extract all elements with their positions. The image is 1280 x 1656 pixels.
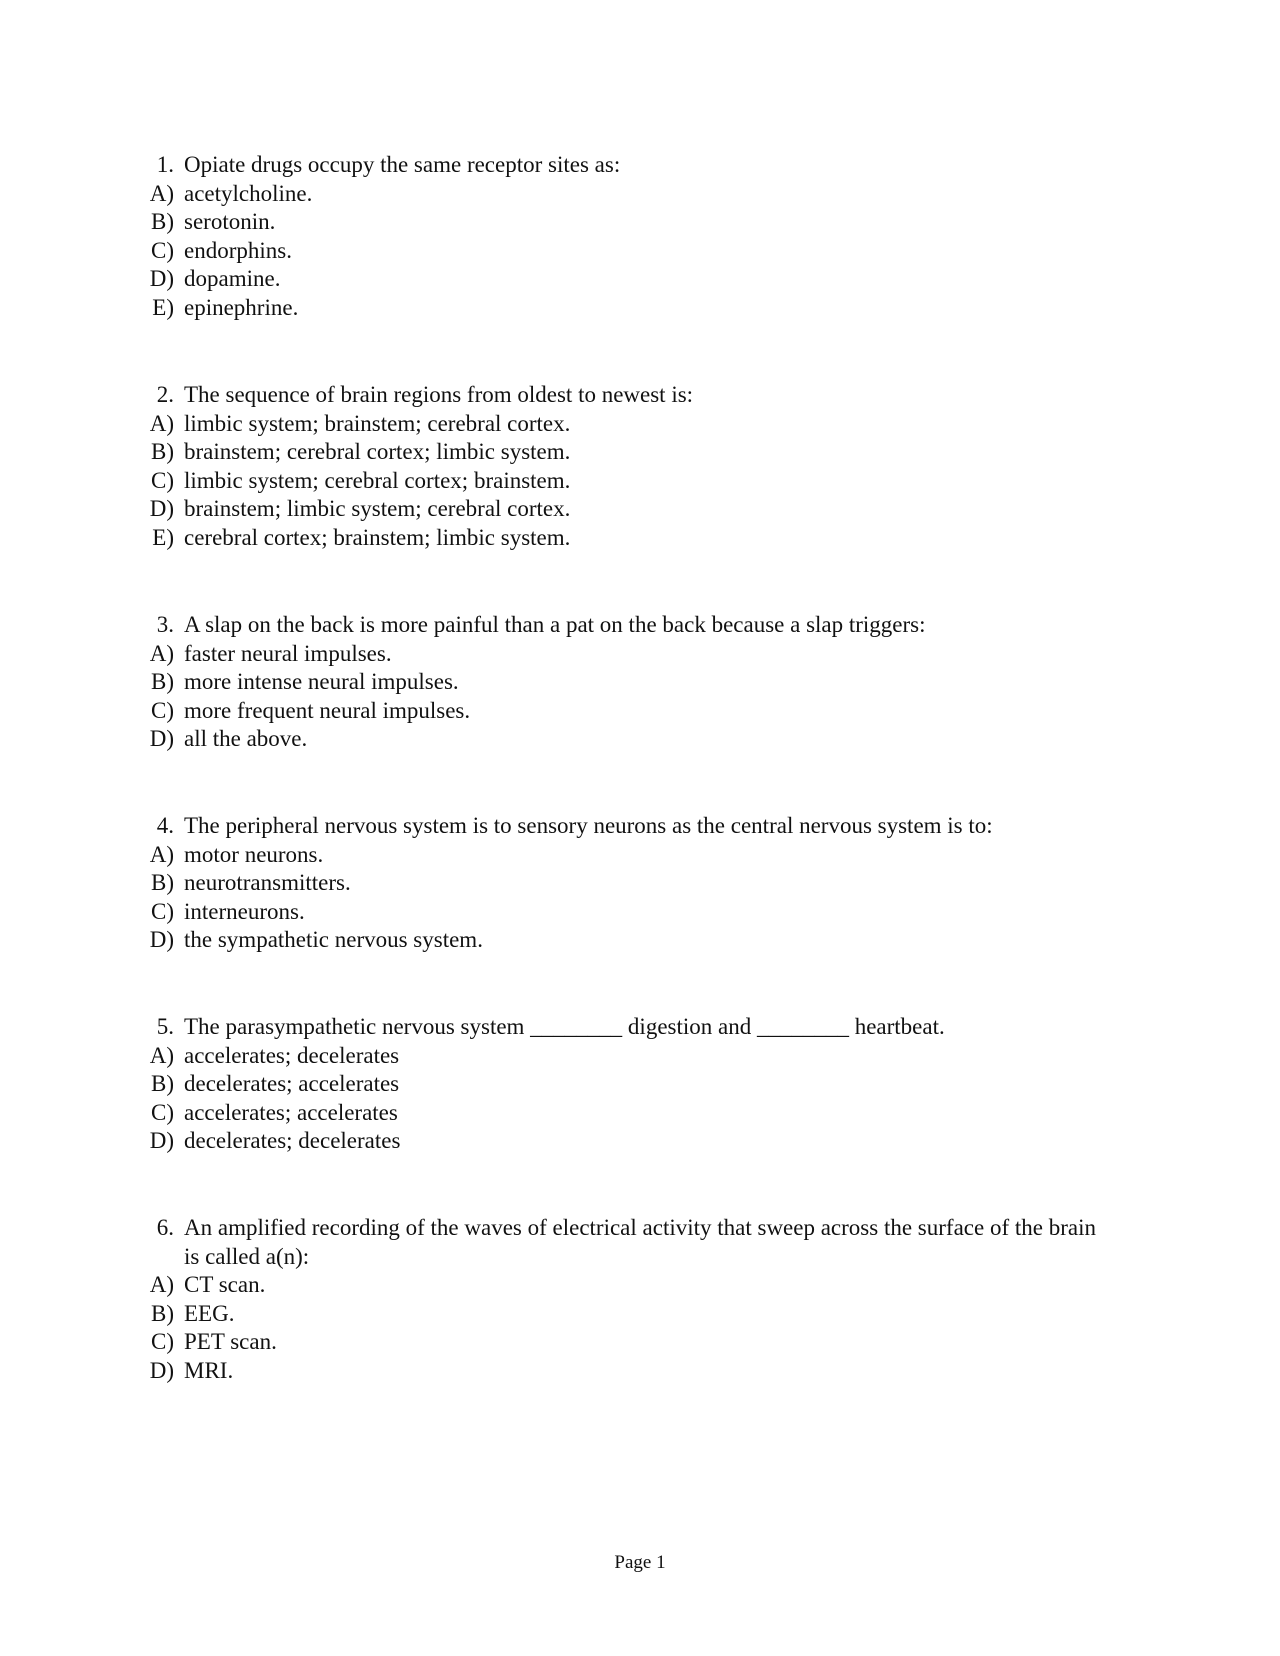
option-letter: D) [149,266,174,292]
option-letter: D) [149,726,174,752]
question-stem [0,381,1280,410]
question-number: 2. [156,382,174,407]
option-text: limbic system; cerebral cortex; brainstem. [184,467,571,493]
answer-option [0,438,1280,467]
option-letter: D) [149,1357,174,1383]
option-letter: B) [151,870,174,896]
option-text: cerebral cortex; brainstem; limbic system. [184,524,571,550]
question-stem [0,611,1280,640]
question-text: An amplified recording of the waves of electrical activity that sweep across the surface of the brain is called a(n): [184,1215,1096,1269]
option-letter: C) [151,1329,174,1355]
option-text: the sympathetic nervous system. [184,927,483,953]
answer-option [0,841,1280,870]
option-text: limbic system; brainstem; cerebral cortex. [184,410,571,436]
option-text: neurotransmitters. [184,870,351,896]
question-number: 4. [156,813,174,838]
answer-option [0,668,1280,697]
page-number-footer: Page 1 [614,1552,666,1573]
answer-option [0,697,1280,726]
question-6 [0,1214,1280,1386]
answer-option [0,1127,1280,1156]
answer-option [0,1357,1280,1386]
option-letter: B) [151,209,174,235]
option-text: epinephrine. [184,294,299,320]
question-5 [0,1013,1280,1156]
answer-option [0,180,1280,209]
option-text: more intense neural impulses. [184,669,459,695]
option-text: dopamine. [184,266,281,292]
option-text: CT scan. [184,1272,266,1298]
option-text: acetylcholine. [184,180,313,206]
answer-option [0,208,1280,237]
question-text: Opiate drugs occupy the same receptor sites as: [184,152,621,177]
answer-option [0,1300,1280,1329]
question-text: The parasympathetic nervous system ________ digestion and ________ heartbeat. [184,1014,945,1039]
answer-option [0,869,1280,898]
option-letter: D) [149,496,174,522]
option-letter: E) [152,294,174,320]
question-stem [0,151,1280,180]
option-letter: B) [151,1071,174,1097]
question-stem [0,812,1280,841]
answer-option [0,265,1280,294]
option-letter: C) [151,467,174,493]
option-letter: A) [149,640,174,666]
question-text: The sequence of brain regions from oldest to newest is: [184,382,694,407]
question-number: 6. [156,1215,174,1240]
answer-option [0,640,1280,669]
answer-option [0,1271,1280,1300]
option-text: motor neurons. [184,841,324,867]
option-letter: C) [151,898,174,924]
option-text: PET scan. [184,1329,277,1355]
question-4 [0,812,1280,955]
answer-option [0,294,1280,323]
answer-option [0,898,1280,927]
option-text: accelerates; accelerates [184,1099,398,1125]
answer-option [0,467,1280,496]
option-text: endorphins. [184,237,292,263]
option-text: brainstem; cerebral cortex; limbic system. [184,439,571,465]
answer-option [0,237,1280,266]
answer-option [0,524,1280,553]
option-letter: A) [149,1272,174,1298]
option-letter: A) [149,180,174,206]
option-text: accelerates; decelerates [184,1042,400,1068]
option-letter: B) [151,1300,174,1326]
answer-option [0,926,1280,955]
question-text: A slap on the back is more painful than a pat on the back because a slap triggers: [184,612,926,637]
option-text: MRI. [184,1357,234,1383]
option-text: more frequent neural impulses. [184,697,471,723]
answer-option [0,1070,1280,1099]
question-text: The peripheral nervous system is to sensory neurons as the central nervous system is to: [184,813,993,838]
question-stem [0,1214,1280,1271]
option-text: serotonin. [184,209,276,235]
answer-option [0,1099,1280,1128]
question-stem [0,1013,1280,1042]
question-2 [0,381,1280,553]
option-letter: B) [151,439,174,465]
option-text: all the above. [184,726,308,752]
question-number: 3. [156,612,174,637]
option-letter: C) [151,697,174,723]
option-text: faster neural impulses. [184,640,392,666]
option-letter: C) [151,1099,174,1125]
question-number: 1. [156,152,174,177]
option-letter: A) [149,1042,174,1068]
option-letter: E) [152,524,174,550]
option-text: brainstem; limbic system; cerebral cortex. [184,496,571,522]
option-letter: C) [151,237,174,263]
answer-option [0,1042,1280,1071]
answer-option [0,1328,1280,1357]
option-letter: D) [149,927,174,953]
option-text: EEG. [184,1300,235,1326]
question-3 [0,611,1280,754]
answer-option [0,410,1280,439]
option-text: decelerates; accelerates [184,1071,400,1097]
option-text: interneurons. [184,898,305,924]
option-letter: A) [149,410,174,436]
option-letter: D) [149,1128,174,1154]
question-1 [0,151,1280,323]
option-letter: A) [149,841,174,867]
option-letter: B) [151,669,174,695]
answer-option [0,495,1280,524]
question-number: 5. [156,1014,174,1039]
answer-option [0,725,1280,754]
option-text: decelerates; decelerates [184,1128,401,1154]
